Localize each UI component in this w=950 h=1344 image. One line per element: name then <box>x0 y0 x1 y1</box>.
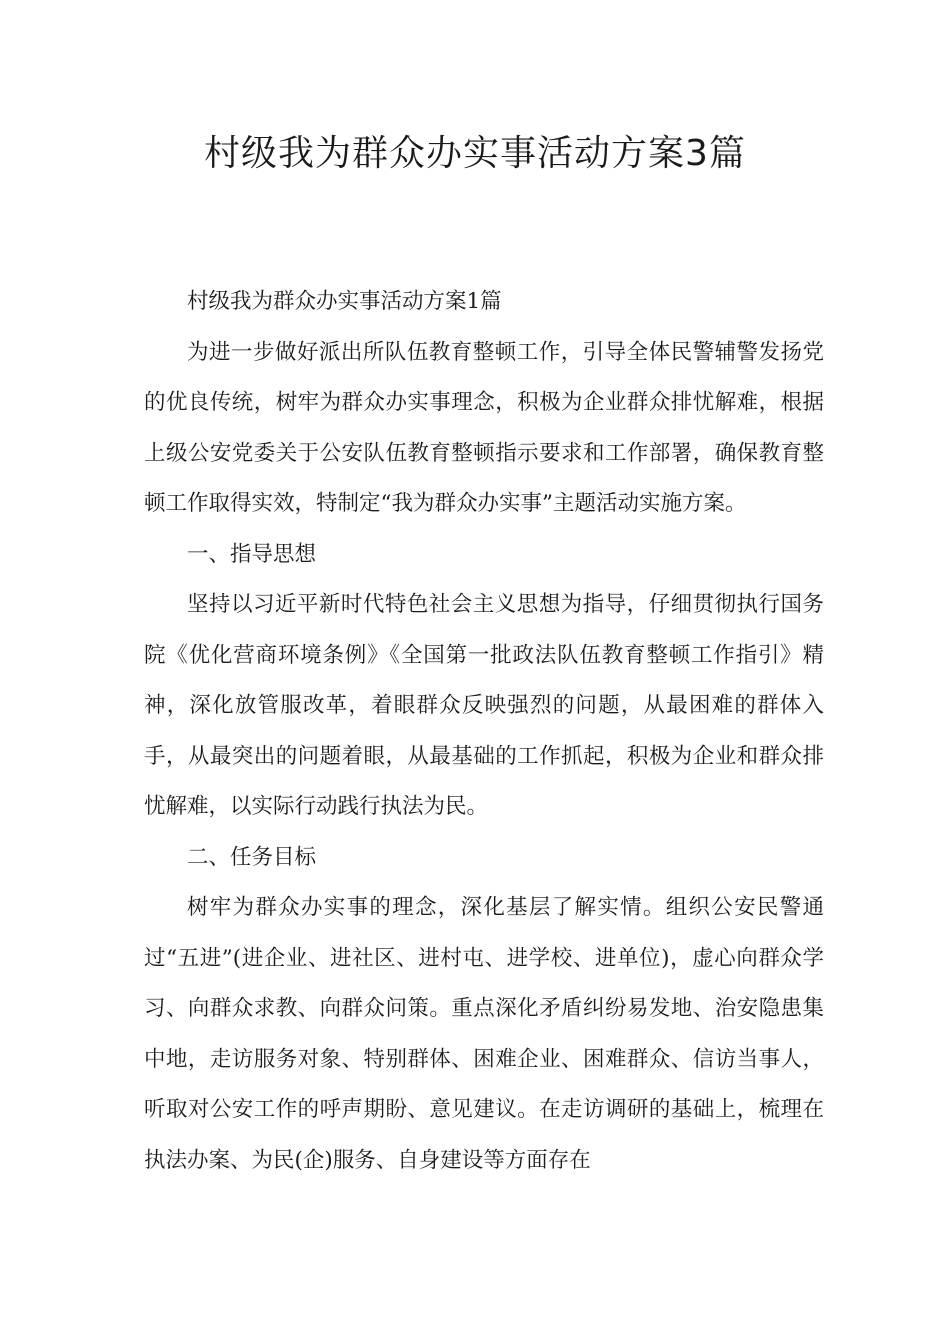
section-heading: 村级我为群众办实事活动方案1篇 <box>187 289 502 314</box>
document-title: 村级我为群众办实事活动方案3篇 <box>204 133 746 174</box>
body-paragraph: 为进一步做好派出所队伍教育整顿工作，引导全体民警辅警发扬党的优良传统，树牢为群众办实事理念，积极为企业群众排忧解难，根据上级公安党委关于公安队伍教育整顿指示要求和工作部署，确保教育整顿工作取得实效，特制定“我为群众办实事”主题活动实施方案。 <box>144 339 824 516</box>
section-heading: 一、指导思想 <box>187 541 317 567</box>
body-paragraph: 树牢为群众办实事的理念，深化基层了解实情。组织公安民警通过“五进”(进企业、进社区、进村屯、进学校、进单位)，虚心向群众学习、向群众求教、向群众问策。重点深化矛盾纠纷易发地、治安隐患集中地，走访服务对象、特别群体、困难企业、困难群众、信访当事人，听取对公安工作的呼声期盼、意见建议。在走访调研的基础上，梳理在执法办案、为民(企)服务、自身建设等方面存在 <box>144 895 824 1173</box>
body-paragraph: 坚持以习近平新时代特色社会主义思想为指导，仔细贯彻执行国务院《优化营商环境条例》《全国第一批政法队伍教育整顿工作指引》精神，深化放管服改革，着眼群众反映强烈的问题，从最困难的群体入手，从最突出的问题着眼，从最基础的工作抓起，积极为企业和群众排忧解难，以实际行动践行执法为民。 <box>144 592 824 819</box>
document-body <box>144 277 824 1186</box>
section-heading: 二、任务目标 <box>187 844 317 870</box>
